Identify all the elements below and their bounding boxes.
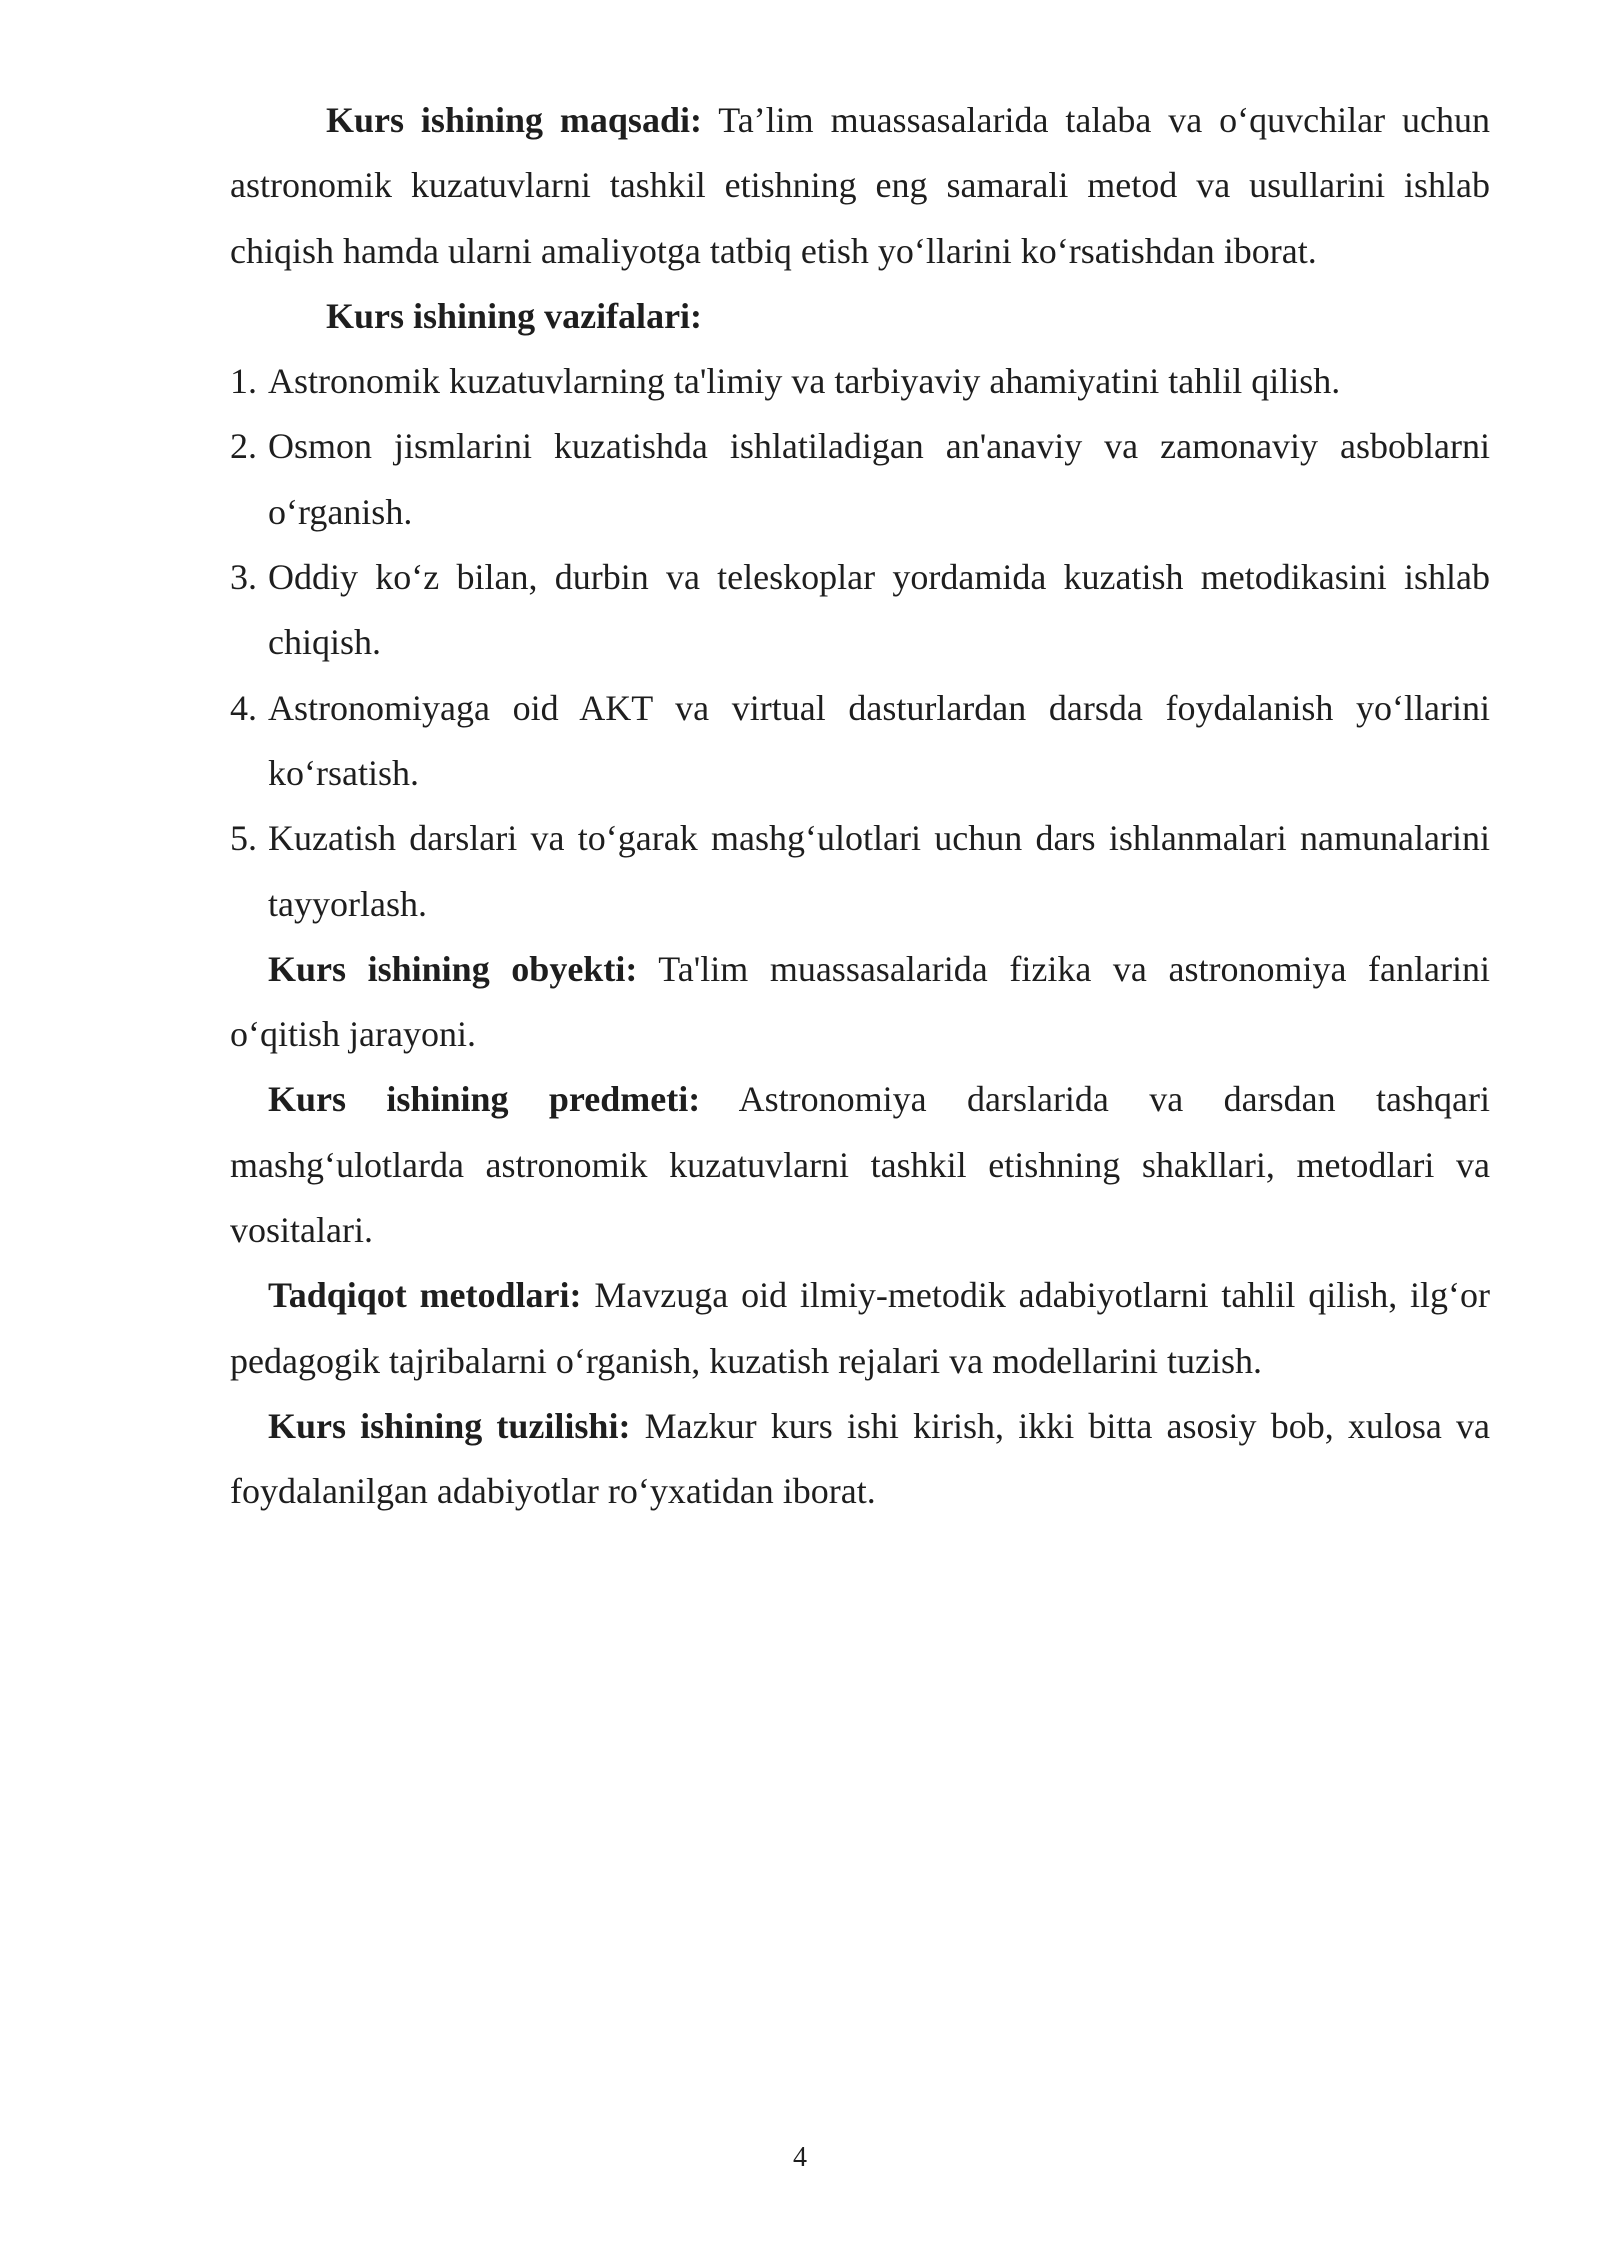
list-item-text: Kuzatish darslari va to‘garak mashg‘ulotlari uchun dars ishlanmalari namunalarini tayyorlash. <box>268 818 1490 924</box>
methods-label: Tadqiqot metodlari: <box>268 1275 582 1316</box>
structure-paragraph <box>230 1394 1490 1525</box>
subject-text: Astronomiya darslarida va darsdan tashqari mashg‘ulotlarda astronomik kuzatuvlarni tashkil etishning shakllari, metodlari va vositalari. <box>230 1079 1490 1251</box>
subject-paragraph <box>230 1067 1490 1263</box>
list-item-text: Astronomiyaga oid AKT va virtual dasturlardan darsda foydalanish yo‘llarini ko‘rsatish. <box>268 687 1490 793</box>
list-item-number: 2. <box>230 426 257 467</box>
purpose-text: Ta’lim muassasalarida talaba va o‘quvchilar uchun astronomik kuzatuvlarni tashkil etishning eng samarali metod va usullarini ishlab chiqish hamda ularni amaliyotga tatbiq etish yo‘llarini ko‘rsatishdan iborat. <box>230 100 1490 271</box>
list-item-number: 3. <box>230 557 257 598</box>
object-label: Kurs ishining obyekti: <box>268 948 638 989</box>
list-item-text: Oddiy ko‘z bilan, durbin va teleskoplar yordamida kuzatish metodikasini ishlab chiqish. <box>268 557 1490 663</box>
structure-text: Mazkur kurs ishi kirish, ikki bitta asosiy bob, xulosa va foydalanilgan adabiyotlar ro‘yxatidan iborat. <box>230 1405 1490 1512</box>
page-number: 4 <box>793 2142 807 2173</box>
subject-label: Kurs ishining predmeti: <box>268 1079 701 1120</box>
list-item-number: 5. <box>230 818 257 859</box>
methods-paragraph <box>230 1263 1490 1394</box>
list-item <box>230 806 1490 937</box>
list-item <box>230 676 1490 807</box>
object-paragraph <box>230 937 1490 1068</box>
purpose-paragraph <box>230 88 1490 284</box>
list-item <box>230 545 1490 676</box>
tasks-list <box>230 349 1490 937</box>
methods-text: Mavzuga oid ilmiy-metodik adabiyotlarni tahlil qilish, ilg‘or pedagogik tajribalarni o‘rganish, kuzatish rejalari va modellarini tuzish. <box>230 1275 1490 1381</box>
list-item-text: Osmon jismlarini kuzatishda ishlatiladigan an'anaviy va zamonaviy asboblarni o‘rganish. <box>268 426 1490 532</box>
list-item-text: Astronomik kuzatuvlarning ta'limiy va tarbiyaviy ahamiyatini tahlil qilish. <box>268 361 1341 402</box>
list-item-number: 1. <box>230 361 257 402</box>
object-text: Ta'lim muassasalarida fizika va astronomiya fanlarini o‘qitish jarayoni. <box>230 948 1490 1055</box>
structure-label: Kurs ishining tuzilishi: <box>268 1405 631 1446</box>
tasks-heading: Kurs ishining vazifalari: <box>326 295 703 336</box>
list-item-number: 4. <box>230 687 257 728</box>
list-item <box>230 349 1490 414</box>
purpose-label: Kurs ishining maqsadi: <box>326 100 702 140</box>
tasks-heading-paragraph <box>230 284 1490 349</box>
page-body <box>230 88 1490 1525</box>
list-item <box>230 414 1490 545</box>
